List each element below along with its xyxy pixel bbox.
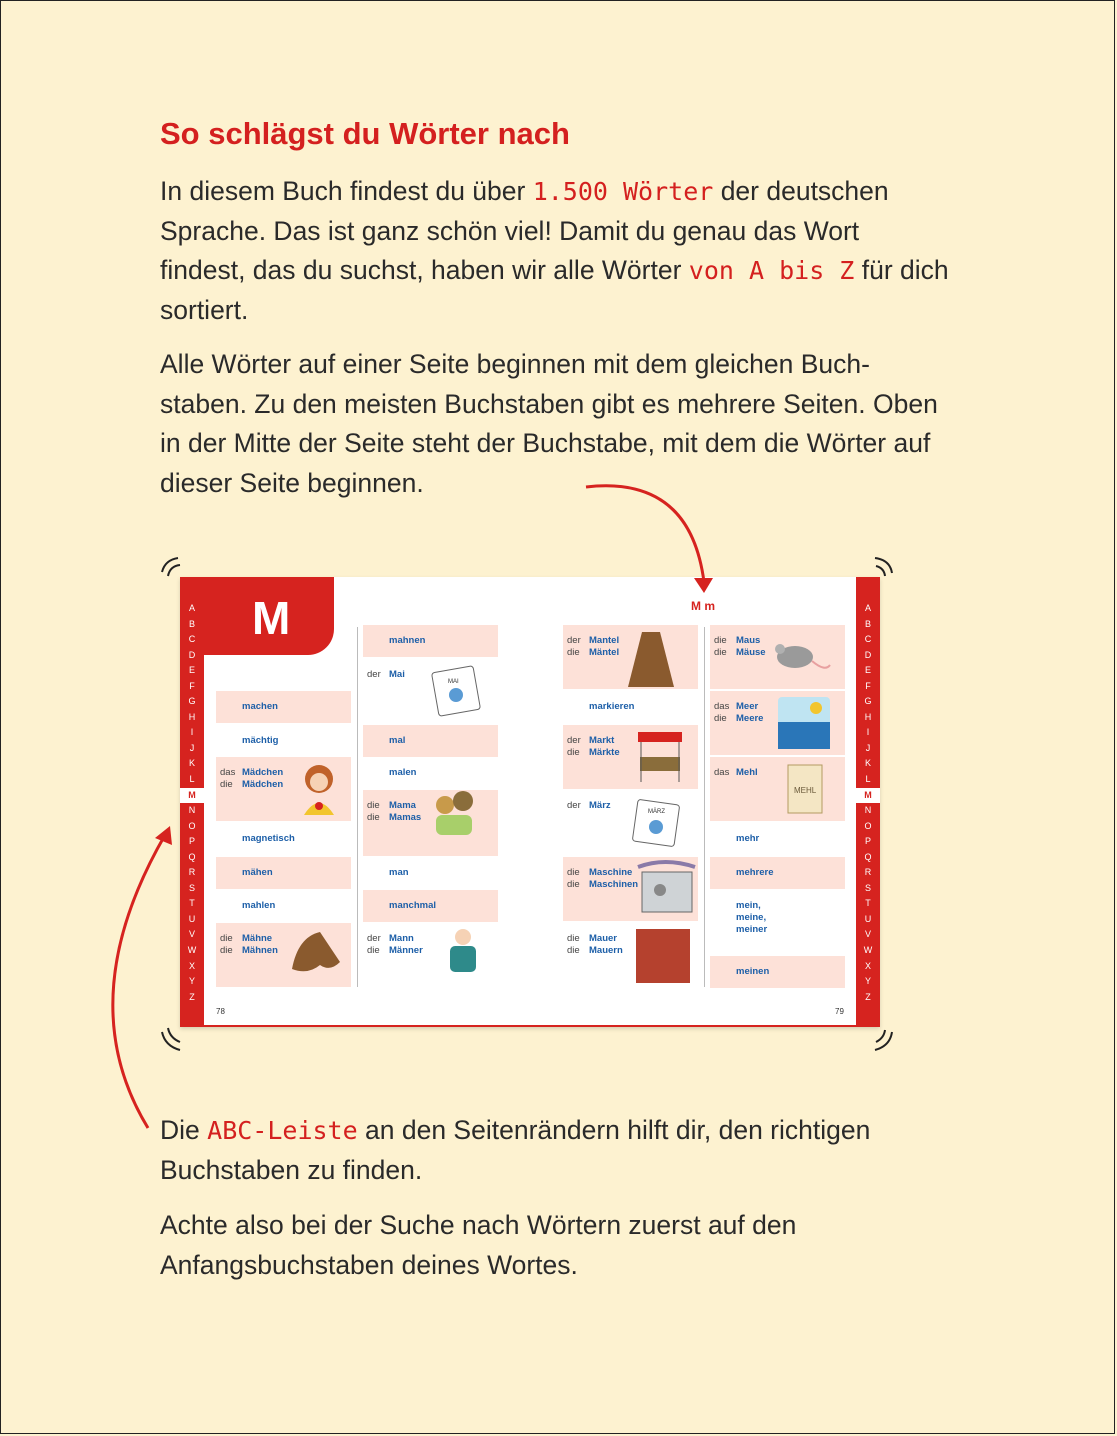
- market-stall-illustration: [638, 732, 682, 782]
- entry-word: malen: [389, 767, 417, 778]
- abc-letter: Q: [188, 851, 196, 862]
- mama-illustration: [436, 791, 473, 835]
- sea-illustration: [778, 697, 830, 749]
- wall-illustration: [636, 929, 690, 983]
- abc-letter: J: [189, 742, 195, 753]
- entry-word: Mehl: [736, 767, 758, 778]
- svg-text:MAI: MAI: [448, 679, 459, 685]
- entry-article: die die: [714, 635, 727, 658]
- spread-illustrations: [180, 577, 880, 1027]
- horse-illustration: [292, 932, 340, 971]
- abc-letter: D: [864, 649, 872, 660]
- calendar-mai-illustration: [431, 666, 480, 717]
- closing-paragraph: Achte also bei der Suche nach Wörtern zuerst auf den Anfangsbuchstaben deines Wortes.: [160, 1210, 797, 1280]
- abc-letter: V: [864, 929, 871, 940]
- entry-article: das die: [220, 767, 236, 790]
- entry-word: magnetisch: [242, 833, 295, 844]
- abc-letter: R: [188, 867, 196, 878]
- intro-paragraph: In diesem Buch findest du über 1.500 Wörter der deutschen Sprache. Das ist ganz schön viel! Damit du genau das Wort findest, das du suchst, haben wir alle Wörter von A bis Z für dich sortiert.: [160, 176, 949, 325]
- abc-letter: I: [190, 727, 194, 738]
- abc-letter: G: [864, 696, 872, 707]
- abc-letter: Y: [864, 976, 871, 987]
- page-number-right: 79: [835, 1007, 844, 1016]
- entry-word: man: [389, 867, 409, 878]
- entry-article: das die: [714, 701, 730, 724]
- highlight-a-to-z: von A bis Z: [688, 256, 855, 285]
- entry-word: Mähne Mähnen: [242, 933, 278, 956]
- girl-illustration: [304, 765, 334, 815]
- abc-letter: T: [189, 898, 195, 909]
- entry-word: meinen: [736, 966, 770, 977]
- mouse-illustration: [775, 644, 830, 668]
- entry-word: mächtig: [242, 735, 279, 746]
- abc-letter: H: [864, 711, 872, 722]
- explanation-paragraph: Alle Wörter auf einer Seite beginnen mit dem gleichen Buch-staben. Zu den meisten Buchstaben gibt es mehrere Seiten. Oben in der Mitte der Seite steht der Buchstabe, mit dem die Wörter auf dieser Seite beginnen.: [160, 349, 938, 498]
- abc-letter: P: [864, 836, 871, 847]
- abc-letter: E: [188, 665, 195, 676]
- abc-letter: F: [865, 680, 871, 691]
- entry-word: mein, meine, meiner: [736, 900, 768, 935]
- entry-word: Maus Mäuse: [736, 635, 766, 658]
- abc-letter: C: [188, 634, 196, 645]
- entry-word: markieren: [589, 701, 635, 712]
- entry-word: Mantel Mäntel: [589, 635, 620, 658]
- entry-word: Mädchen Mädchen: [242, 767, 284, 790]
- abc-bar-paragraph: Die ABC-Leiste an den Seitenrändern hilft dir, den richtigen Buchstaben zu finden.: [160, 1115, 871, 1185]
- abc-letter: T: [865, 898, 871, 909]
- abc-letter: F: [189, 680, 195, 691]
- abc-letter: A: [864, 603, 871, 613]
- abc-letter: N: [188, 805, 196, 816]
- entry-article: das: [714, 767, 730, 778]
- entry-article: der die: [567, 635, 581, 658]
- entry-word: März: [589, 800, 611, 811]
- abc-letter: K: [864, 758, 871, 769]
- entry-word: mahlen: [242, 900, 276, 911]
- entry-word: Meer Meere: [736, 701, 764, 724]
- abc-letter: P: [188, 836, 195, 847]
- abc-letter: M: [856, 788, 880, 804]
- abc-letter: M: [180, 788, 204, 804]
- abc-letter: X: [188, 960, 195, 971]
- abc-letter: E: [864, 665, 871, 676]
- entry-word: mal: [389, 735, 406, 746]
- entry-word: mehrere: [736, 867, 774, 878]
- entry-article: der: [567, 800, 581, 811]
- entry-word: machen: [242, 701, 278, 712]
- abc-letter: S: [188, 882, 195, 893]
- flour-bag-illustration: [788, 765, 822, 813]
- entry-word: mahnen: [389, 635, 426, 646]
- entry-word: Mann Männer: [389, 933, 423, 956]
- highlight-word-count: 1.500 Wörter: [532, 177, 714, 206]
- abc-letter: K: [188, 758, 195, 769]
- abc-letter: D: [188, 649, 196, 660]
- abc-letter: W: [863, 945, 873, 956]
- abc-letter: X: [864, 960, 871, 971]
- abc-letter: G: [188, 696, 196, 707]
- big-letter: M: [252, 592, 291, 644]
- entry-word: mehr: [736, 833, 760, 844]
- abc-letter: S: [864, 882, 871, 893]
- page-header-letter: M m: [691, 599, 715, 613]
- page-number-left: 78: [216, 1007, 225, 1016]
- coat-illustration: [628, 632, 674, 687]
- abc-letter: H: [188, 711, 196, 722]
- abc-letter: O: [864, 820, 872, 831]
- abc-letter: Y: [188, 976, 195, 987]
- entry-word: Mauer Mauern: [589, 933, 623, 956]
- abc-letter: B: [188, 618, 195, 629]
- abc-letter: L: [865, 774, 871, 785]
- entry-article: der die: [567, 735, 581, 758]
- entry-article: die die: [367, 800, 380, 823]
- calendar-maerz-illustration: [632, 799, 679, 846]
- entry-article: der die: [367, 933, 381, 956]
- abc-letter: W: [187, 945, 197, 956]
- machine-illustration: [638, 862, 695, 912]
- abc-letter: V: [188, 929, 195, 940]
- dictionary-spread: [180, 577, 880, 1027]
- entry-word: Mama Mamas: [389, 800, 422, 823]
- abc-letter: A: [188, 603, 195, 613]
- entry-word: manchmal: [389, 900, 436, 911]
- entry-article: der: [367, 669, 381, 680]
- page-title: So schlägst du Wörter nach: [160, 116, 570, 151]
- abc-letter: U: [188, 913, 196, 924]
- entry-word: Mai: [389, 669, 405, 680]
- abc-letter: Z: [189, 991, 195, 1002]
- highlight-abc-leiste: ABC-Leiste: [207, 1116, 358, 1145]
- entry-article: die die: [567, 867, 580, 890]
- abc-letter: Z: [865, 991, 871, 1002]
- abc-letter: R: [864, 867, 872, 878]
- abc-letter: Q: [864, 851, 872, 862]
- abc-letter: B: [864, 618, 871, 629]
- svg-text:MEHL: MEHL: [794, 786, 817, 795]
- abc-letter: I: [866, 727, 870, 738]
- entry-word: mähen: [242, 867, 273, 878]
- entry-article: die die: [567, 933, 580, 956]
- abc-letter: U: [864, 913, 872, 924]
- abc-letter: L: [189, 774, 195, 785]
- svg-text:MÄRZ: MÄRZ: [648, 809, 665, 815]
- entry-word: Markt Märkte: [589, 735, 620, 758]
- abc-letter: C: [864, 634, 872, 645]
- abc-letter: J: [865, 742, 871, 753]
- abc-letter: O: [188, 820, 196, 831]
- man-illustration: [450, 929, 476, 972]
- abc-letter: N: [864, 805, 872, 816]
- entry-article: die die: [220, 933, 233, 956]
- entry-word: Maschine Maschinen: [589, 867, 639, 890]
